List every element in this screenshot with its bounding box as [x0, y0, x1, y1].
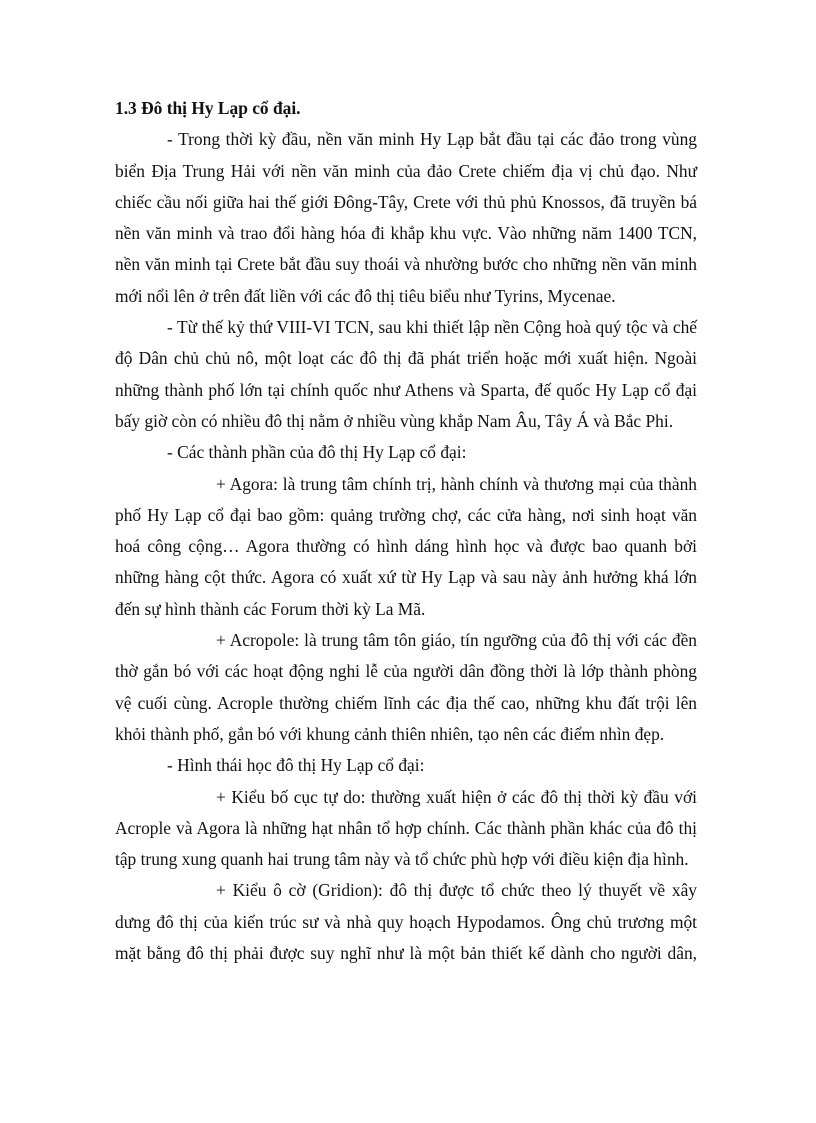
text-line: nền văn minh và trao đổi hàng hóa đi khắp khu vực. Vào những năm 1400 TCN,: [115, 223, 697, 244]
text-line: Acrople và Agora là những hạt nhân tổ hợp chính. Các thành phần khác của đô thị: [115, 817, 697, 838]
text-line: khỏi thành phố, gắn bó với khung cảnh thiên nhiên, tạo nên các điểm nhìn đẹp.: [115, 723, 665, 744]
text-line: vệ cuối cùng. Acrople thường chiếm lĩnh các địa thế cao, những khu đất trội lên: [115, 692, 697, 713]
text-line: những thành phố lớn tại chính quốc như Athens và Sparta, đế quốc Hy Lạp cổ đại: [115, 379, 697, 400]
text-line: - Từ thế kỷ thứ VIII-VI TCN, sau khi thiết lập nền Cộng hoà quý tộc và chế: [167, 317, 697, 338]
text-line: hoá công cộng… Agora thường có hình dáng hình học và được bao quanh bởi: [115, 536, 697, 557]
text-line: - Trong thời kỳ đầu, nền văn minh Hy Lạp bắt đầu tại các đảo trong vùng: [167, 129, 697, 150]
text-line: tập trung xung quanh hai trung tâm này và tổ chức phù hợp với điều kiện địa hình.: [115, 849, 689, 870]
text-line: + Agora: là trung tâm chính trị, hành chính và thương mại của thành: [216, 473, 697, 494]
text-line: thờ gắn bó với các hoạt động nghi lễ của người dân đồng thời là lớp thành phòng: [115, 661, 697, 682]
text-line: những hàng cột thức. Agora có xuất xứ từ Hy Lạp và sau này ảnh hưởng khá lớn: [115, 567, 697, 588]
paragraph: [115, 312, 697, 437]
text-line: biển Địa Trung Hải với nền văn minh của đảo Crete chiếm địa vị chủ đạo. Như: [115, 160, 697, 181]
document-page: [115, 93, 697, 969]
text-line: + Kiểu bố cục tự do: thường xuất hiện ở các đô thị thời kỳ đầu với: [216, 786, 697, 807]
text-line: độ Dân chủ chủ nô, một loạt các đô thị đã phát triển hoặc mới xuất hiện. Ngoài: [115, 348, 697, 369]
paragraph: [115, 625, 697, 750]
text-line: nền văn minh tại Crete bắt đầu suy thoái và nhường bước cho những nền văn minh: [115, 254, 697, 275]
text-line: mới nổi lên ở trên đất liền với các đô thị tiêu biểu như Tyrins, Mycenae.: [115, 285, 616, 306]
text-line: đến sự hình thành các Forum thời kỳ La Mã.: [115, 598, 426, 619]
paragraph: [115, 124, 697, 312]
text-line: + Kiểu ô cờ (Gridion): đô thị được tổ chức theo lý thuyết về xây: [216, 880, 697, 901]
document-body: [115, 124, 697, 969]
text-line: - Hình thái học đô thị Hy Lạp cổ đại:: [167, 755, 425, 776]
text-line: + Acropole: là trung tâm tôn giáo, tín ngưỡng của đô thị với các đền: [216, 630, 697, 651]
paragraph: [115, 875, 697, 969]
paragraph: [115, 469, 697, 625]
text-line: mặt bằng đô thị phải được suy nghĩ như là một bản thiết kế dành cho người dân,: [115, 943, 697, 964]
paragraph: [115, 437, 697, 468]
paragraph: [115, 750, 697, 781]
text-line: dưng đô thị của kiến trúc sư và nhà quy hoạch Hypodamos. Ông chủ trương một: [115, 911, 697, 932]
paragraph: [115, 782, 697, 876]
text-line: bấy giờ còn có nhiều đô thị nằm ở nhiều vùng khắp Nam Âu, Tây Á và Bắc Phi.: [115, 410, 674, 431]
text-line: phố Hy Lạp cổ đại bao gồm: quảng trường chợ, các cửa hàng, nơi sinh hoạt văn: [115, 504, 697, 525]
text-line: - Các thành phần của đô thị Hy Lạp cổ đại:: [167, 442, 467, 463]
text-line: chiếc cầu nối giữa hai thế giới Đông-Tây, Crete với thủ phủ Knossos, đã truyền bá: [115, 191, 697, 212]
section-heading: 1.3 Đô thị Hy Lạp cổ đại.: [115, 98, 301, 118]
